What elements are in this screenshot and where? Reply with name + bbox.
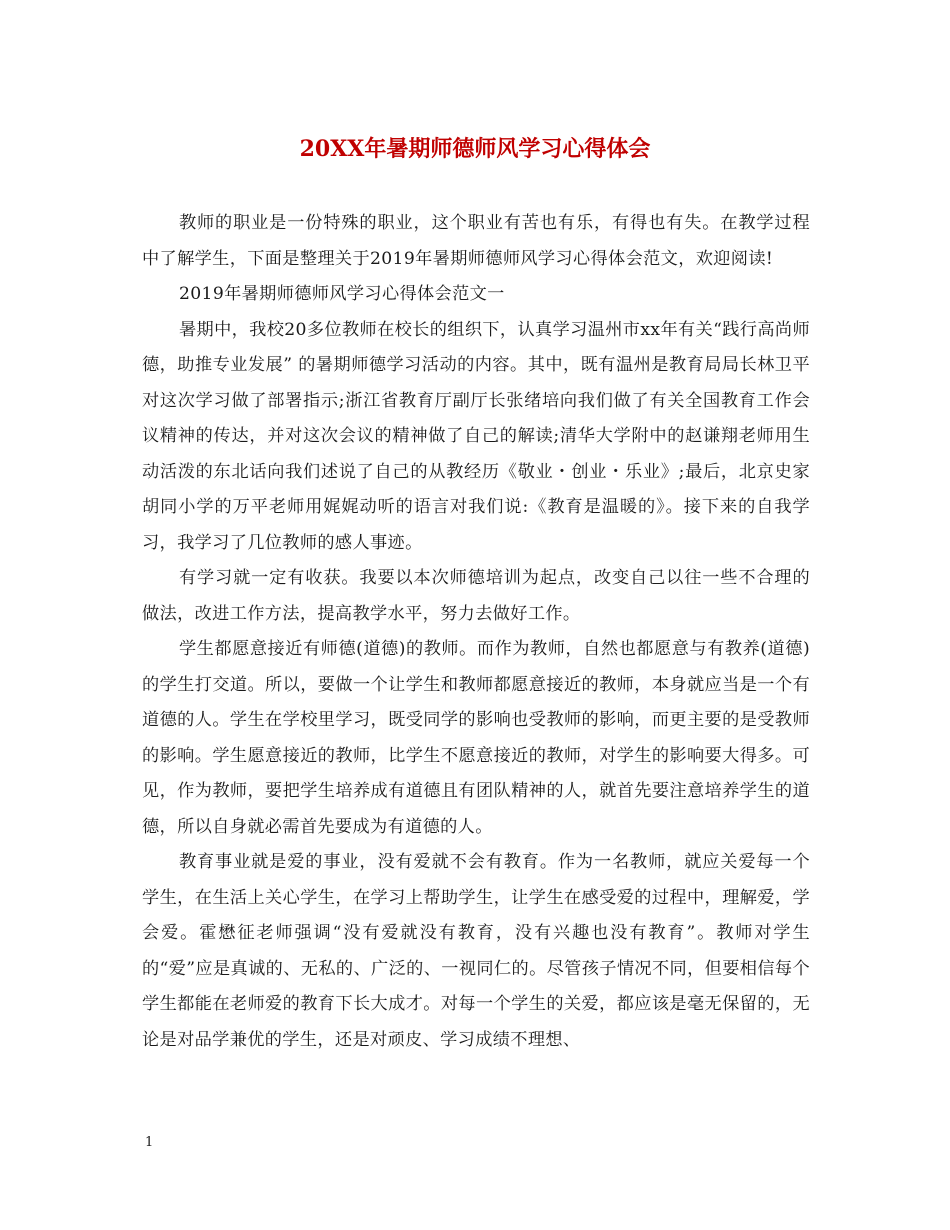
paragraph-subheading: 2019年暑期师德师风学习心得体会范文一 — [178, 284, 505, 304]
page-number: 1 — [145, 1135, 154, 1150]
document-title: 20XX年暑期师德师风学习心得体会 — [299, 136, 651, 162]
document-body — [142, 206, 810, 1058]
paragraph-intro: 教师的职业是一份特殊的职业，这个职业有苦也有乐，有得也有失。在教学过程中了解学生，下面是整理关于2019年暑期师德师风学习心得体会范文，欢迎阅读! — [142, 213, 810, 269]
paragraph-education-love: 教育事业就是爱的事业，没有爱就不会有教育。作为一名教师，就应关爱每一个学生，在生活上关心学生，在学习上帮助学生，让学生在感受爱的过程中，理解爱，学会爱。霍懋征老师强调“没有爱就没有教育，没有兴趣也没有教育”。教师对学生的“爱”应是真诚的、无私的、广泛的、一视同仁的。尽管孩子情况不同，但要相信每个学生都能在老师爱的教育下长大成才。对每一个学生的关爱，都应该是毫无保留的，无论是对品学兼优的学生，还是对顽皮、学习成绩不理想、 — [142, 852, 810, 1050]
paragraph-summer-study: 暑期中，我校20多位教师在校长的组织下，认真学习温州市xx年有关“践行高尚师德，助推专业发展” 的暑期师德学习活动的内容。其中，既有温州是教育局局长林卫平对这次学习做了部署指示;浙江省教育厅副厅长张绪培向我们做了有关全国教育工作会议精神的传达，并对这次会议的精神做了自己的解读;清华大学附中的赵谦翔老师用生动活泼的东北话向我们述说了自己的从教经历《敬业・创业・乐业》;最后，北京史家胡同小学的万平老师用娓娓动听的语言对我们说:《教育是温暖的》。接下来的自我学习，我学习了几位教师的感人事迹。 — [142, 319, 810, 553]
paragraph-gains: 有学习就一定有收获。我要以本次师德培训为起点，改变自己以往一些不合理的做法，改进工作方法，提高教学水平，努力去做好工作。 — [142, 568, 810, 624]
paragraph-teacher-ethics: 学生都愿意接近有师德(道德)的教师。而作为教师，自然也都愿意与有教养(道德)的学生打交道。所以，要做一个让学生和教师都愿意接近的教师，本身就应当是一个有道德的人。学生在学校里学习，既受同学的影响也受教师的影响，而更主要的是受教师的影响。学生愿意接近的教师，比学生不愿意接近的教师，对学生的影响要大得多。可见，作为教师，要把学生培养成有道德且有团队精神的人，就首先要注意培养学生的道德，所以自身就必需首先要成为有道德的人。 — [142, 639, 810, 837]
